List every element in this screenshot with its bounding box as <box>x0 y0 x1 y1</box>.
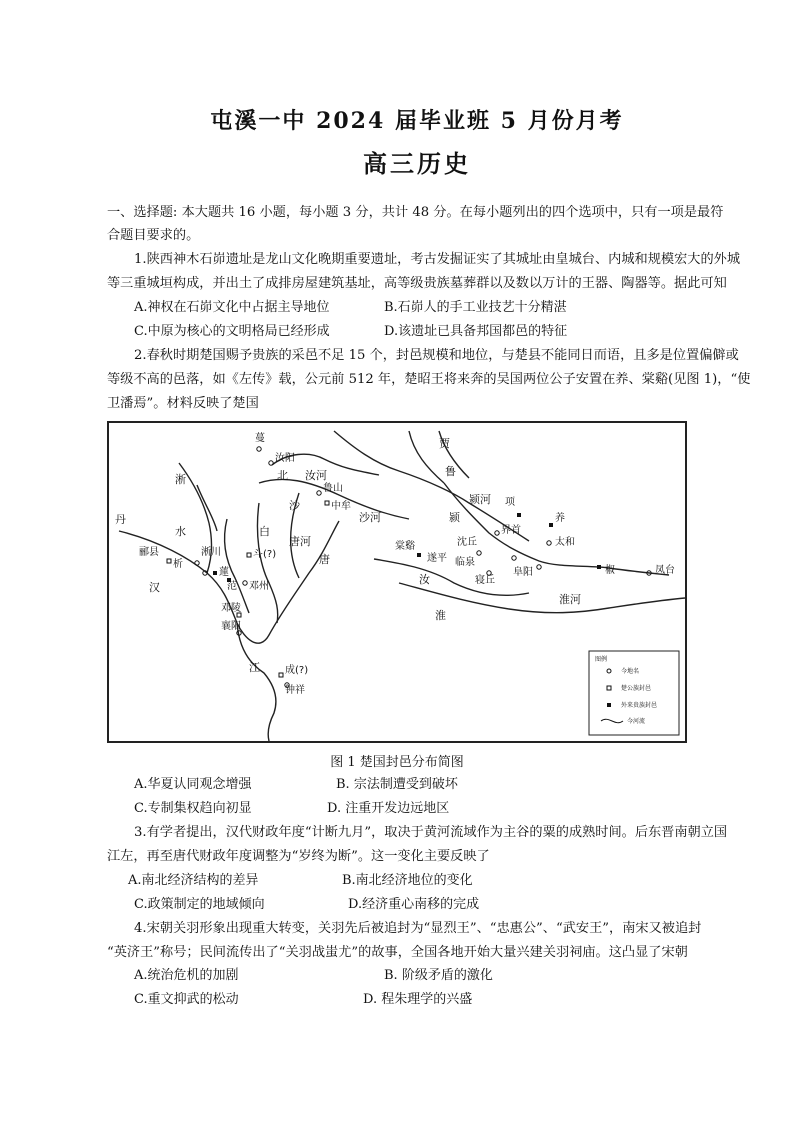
map-label: 颍 <box>449 511 460 524</box>
q4-option-d: D. 程朱理学的兴盛 <box>363 992 473 1007</box>
map-label: 鲁 <box>445 465 456 478</box>
map-label: 寝丘 <box>475 575 495 586</box>
q3-option-d: D.经济重心南移的完成 <box>348 897 480 912</box>
map-label: 养 <box>555 513 565 524</box>
map-label: 界首 <box>501 525 521 536</box>
map-label: 淅 <box>175 473 186 486</box>
map-label: 汝阳 <box>275 453 295 464</box>
legend-item: 今河流 <box>627 718 646 725</box>
map-label: 范 <box>227 581 237 592</box>
exam-title: 屯溪一中 2024 届毕业班 5 月份月考 <box>210 108 624 134</box>
legend-item: 楚公族封邑 <box>621 685 652 692</box>
map-label: 汝 <box>419 573 430 586</box>
river-label: 淮河 <box>559 593 581 606</box>
subject-title: 高三历史 <box>363 149 471 178</box>
q2-stem-line3: 卫潘焉”。材料反映了楚国 <box>107 396 259 411</box>
river-label: 唐河 <box>289 535 311 548</box>
map-label: 淮 <box>435 609 446 622</box>
map-settlement-markers <box>167 447 651 687</box>
q2-option-c: C.专制集权趋向初显 <box>134 801 252 816</box>
q3-stem-line2: 江左，再至唐代财政年度调整为“岁终为断”。这一变化主要反映了 <box>107 849 490 864</box>
map-label: 江 <box>249 661 260 674</box>
map-label: 钟祥 <box>285 685 305 696</box>
map-label: 沙 <box>289 499 300 512</box>
map-label: 唐 <box>319 553 330 566</box>
chu-fief-map <box>107 421 687 743</box>
q1-stem-line2: 等三重城垣构成，并出土了成排房屋建筑基址，高等级贵族墓葬群以及数以万计的王器、陶器等。据此可知 <box>107 276 727 291</box>
legend-title: 图例 <box>595 656 608 663</box>
q1-option-b: B.石峁人的手工业技艺十分精湛 <box>384 300 567 315</box>
map-river-labels <box>149 468 581 606</box>
map-label: 鲁山 <box>323 483 343 494</box>
q3-option-a: A.南北经济结构的差异 <box>128 873 259 888</box>
map-label: 邓州 <box>249 581 269 592</box>
map-label: 北 <box>277 469 288 482</box>
q1-option-a: A.神权在石峁文化中占据主导地位 <box>134 300 330 315</box>
map-label: 析 <box>173 559 183 570</box>
map-label: 中牟 <box>331 501 351 512</box>
map-label: 项 <box>505 497 515 508</box>
map-label: 阜阳 <box>513 567 533 578</box>
map-label: 斗(?) <box>253 549 277 560</box>
map-label: 棠谿 <box>395 541 415 552</box>
q3-stem-line1: 3.有学者提出，汉代财政年度“计断九月”，取决于黄河流域作为主谷的粟的成熟时间。后东晋南朝立国 <box>134 825 728 840</box>
map-label: 凤台 <box>655 565 675 576</box>
map-label: 遂平 <box>427 553 447 564</box>
map-label: 白 <box>259 525 270 538</box>
map-drawing <box>109 423 685 741</box>
map-label: 襄阳 <box>221 621 241 632</box>
q4-option-a: A.统治危机的加剧 <box>134 968 239 983</box>
figure-caption: 图 1 楚国封邑分布简图 <box>330 755 464 770</box>
q2-stem-line1: 2.春秋时期楚国赐予贵族的采邑不足 15 个，封邑规模和地位，与楚县不能同日而语，且多是位置偏僻或 <box>134 348 739 363</box>
river-label: 汝河 <box>305 469 327 482</box>
map-label: 蓮 <box>219 567 229 578</box>
q2-option-a: A.华夏认同观念增强 <box>134 777 252 792</box>
river-label: 汉 <box>149 581 160 594</box>
section-instruction-line1: 一、选择题: 本大题共 16 小题，每小题 3 分，共计 48 分。在每小题列出的四个选项中，只有一项是最符 <box>107 205 724 220</box>
map-label: 水 <box>175 525 186 538</box>
map-label: 蔓 <box>255 433 265 444</box>
q3-option-b: B.南北经济地位的变化 <box>342 873 473 888</box>
map-label: 郦县 <box>139 547 159 558</box>
q4-stem-line2: “英济王”称号；民间流传出了“关羽战蚩尤”的故事，全国各地开始大量兴建关羽祠庙。这凸显了宋朝 <box>107 945 688 960</box>
q4-option-b: B. 阶级矛盾的激化 <box>384 968 493 983</box>
map-label: 沈丘 <box>457 537 477 548</box>
map-label: 邓陵 <box>221 603 241 614</box>
q1-option-c: C.中原为核心的文明格局已经形成 <box>134 324 330 339</box>
legend-item: 外来贵族封邑 <box>621 702 658 709</box>
q2-stem-line2: 等级不高的邑落，如《左传》载，公元前 512 年，楚昭王将来奔的吴国两位公子安置在养、棠谿(见图 1)，“使 <box>107 372 751 387</box>
q3-option-c: C.政策制定的地域倾向 <box>134 897 265 912</box>
map-label: 临泉 <box>455 557 475 568</box>
map-label: 贾 <box>439 437 450 450</box>
q2-option-b: B. 宗法制遭受到破坏 <box>336 777 458 792</box>
q1-option-d: D.该遗址已具备邦国都邑的特征 <box>384 324 568 339</box>
map-label: 成(?) <box>285 665 309 676</box>
map-label: 椒 <box>605 565 615 576</box>
legend-item: 今地名 <box>621 668 640 675</box>
q1-stem-line1: 1.陕西神木石峁遗址是龙山文化晚期重要遗址，考古发掘证实了其城址由皇城台、内城和规模宏大的外城 <box>134 252 741 267</box>
river-label: 颍河 <box>469 493 491 506</box>
q4-option-c: C.重文抑武的松动 <box>134 992 239 1007</box>
map-label: 淅川 <box>201 547 221 558</box>
q2-option-d: D. 注重开发边远地区 <box>327 801 450 816</box>
map-label: 太和 <box>555 537 575 548</box>
map-label: 丹 <box>115 513 126 526</box>
q4-stem-line1: 4.宋朝关羽形象出现重大转变，关羽先后被追封为“显烈王”、“忠惠公”、“武安王”，南宋又被追封 <box>134 921 702 936</box>
river-label: 沙河 <box>359 511 381 524</box>
section-instruction-line2: 合题目要求的。 <box>107 228 200 243</box>
